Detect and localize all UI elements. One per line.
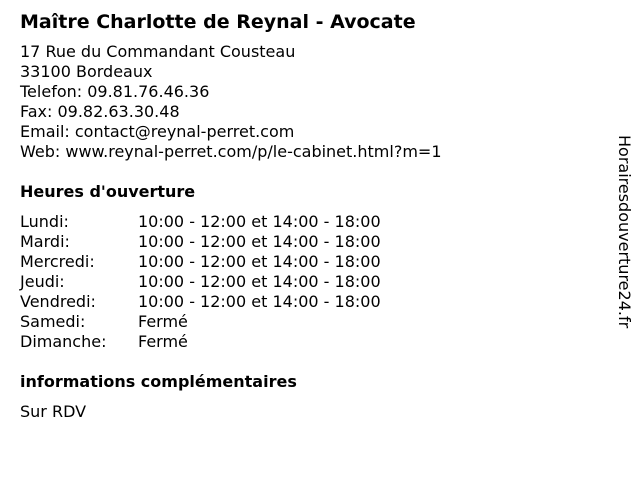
day-hours: 10:00 - 12:00 et 14:00 - 18:00	[138, 292, 381, 311]
day-hours: 10:00 - 12:00 et 14:00 - 18:00	[138, 272, 381, 291]
day-label: Jeudi:	[20, 272, 65, 291]
day-label: Lundi:	[20, 212, 69, 231]
phone-number: Telefon: 09.81.76.46.36	[20, 82, 210, 101]
day-label: Samedi:	[20, 312, 86, 331]
hours-row-sunday	[20, 332, 600, 352]
business-details	[20, 10, 600, 422]
hours-row-monday	[20, 212, 600, 232]
opening-hours-heading: Heures d'ouverture	[20, 182, 196, 201]
email-address: Email: contact@reynal-perret.com	[20, 122, 295, 141]
day-hours: 10:00 - 12:00 et 14:00 - 18:00	[138, 212, 381, 231]
day-hours: 10:00 - 12:00 et 14:00 - 18:00	[138, 232, 381, 251]
day-label: Mardi:	[20, 232, 70, 251]
hours-row-tuesday	[20, 232, 600, 252]
business-name: Maître Charlotte de Reynal - Avocate	[20, 11, 416, 33]
day-label: Mercredi:	[20, 252, 95, 271]
additional-info-heading: informations complémentaires	[20, 372, 297, 391]
day-hours: Fermé	[138, 312, 188, 331]
hours-row-wednesday	[20, 252, 600, 272]
street-address: 17 Rue du Commandant Cousteau	[20, 42, 296, 61]
hours-row-saturday	[20, 312, 600, 332]
hours-row-thursday	[20, 272, 600, 292]
website-address: Web: www.reynal-perret.com/p/le-cabinet.html?m=1	[20, 142, 442, 161]
hours-row-friday	[20, 292, 600, 312]
city-postcode: 33100 Bordeaux	[20, 62, 153, 81]
fax-number: Fax: 09.82.63.30.48	[20, 102, 180, 121]
day-label: Dimanche:	[20, 332, 107, 351]
day-label: Vendredi:	[20, 292, 96, 311]
day-hours: Fermé	[138, 332, 188, 351]
site-watermark: Horairesdouverture24.fr	[615, 135, 634, 329]
additional-info-text: Sur RDV	[20, 402, 87, 421]
day-hours: 10:00 - 12:00 et 14:00 - 18:00	[138, 252, 381, 271]
opening-hours-table	[20, 212, 600, 352]
